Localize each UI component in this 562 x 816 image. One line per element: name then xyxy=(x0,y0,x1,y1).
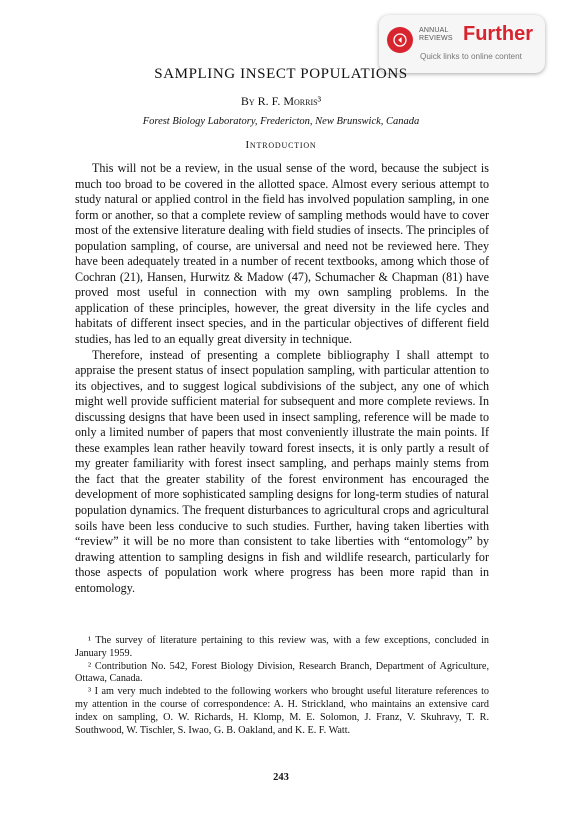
section-heading: Introduction xyxy=(245,139,317,151)
annual-reviews-brand: ANNUAL REVIEWS xyxy=(419,27,453,42)
footnote: ¹ The survey of literature pertaining to this review was, with a few exceptions, concluded in January 1959. xyxy=(75,635,489,659)
page-number: 243 xyxy=(273,772,289,783)
article-title: SAMPLING INSECT POPULATIONS xyxy=(154,66,408,82)
author-affiliation: Forest Biology Laboratory, Fredericton, New Brunswick, Canada xyxy=(142,116,420,127)
body-paragraph: Therefore, instead of presenting a complete bibliography I shall attempt to appraise the present status of insect population sampling, with particular attention to its objectives, and to suggest logical subdivisions of the subject, any one of which might well provide sufficient material for subsequent and more complete reviews. In discussing designs that have been used in insect sampling, reference will be made to only a limited number of papers that most conveniently illustrate the main points. If these examples lean rather heavily toward forest insects, it is only partly a result of my greater familiarity with forest insect sampling, and perhaps mainly stems from the fact that the greater stability of the forest environment has encouraged the development of more sophisticated sampling designs for long-term studies of natural population dynamics. The frequent disturbances to agricultural crops and agricultural soils have been less conducive to such studies. Further, having taken liberties with “review” it will be no more than consistent to take liberties with “entomology” by drawing attention to sampling designs in fish and wildlife research, particularly for those aspects of population work where progress has been more rapid than in entomology. xyxy=(75,347,489,595)
article-author: By R. F. Morris³ xyxy=(240,94,322,108)
body-paragraph: This will not be a review, in the usual sense of the word, because the subject is much too broad to be covered in the allotted space. Almost every serious attempt to study natural or applied control in the field has involved population sampling, in one form or another, so that a complete review of sampling methods would have to cover most of the extensive literature dealing with field studies of insects. The principles of population sampling, of course, are universal and need not be reviewed here. They have been adequately treated in a number of recent textbooks, among which those of Cochran (21), Hansen, Hurwitz & Madow (47), Schumacher & Chapman (81) have proved most useful in connection with my own sampling problems. In the application of these principles, however, the great diversity in the life cycles and habitats of different insect species, and in the particular objectives of different field studies, has led to an equally great diversity in technique. xyxy=(75,161,489,347)
footnote: ² Contribution No. 542, Forest Biology Division, Research Branch, Department of Agriculture, Ottawa, Canada. xyxy=(75,660,489,685)
further-wordmark: Further xyxy=(463,23,533,45)
footnotes xyxy=(75,635,489,737)
footnote: ³ I am very much indebted to the following workers who brought useful literature references to my attention in the course of correspondence: A. H. Strickland, who maintains an extensive card index on sampling, O. W. Richards, H. Klomp, M. E. Solomon, J. Franz, V. Skuhravy, T. R. Southwood, W. Tischler, S. Iwao, G. B. Oakland, and K. E. F. Watt. xyxy=(75,686,489,736)
article-body xyxy=(75,161,489,596)
badge-tagline[interactable]: Quick links to online content xyxy=(420,52,522,61)
play-arrow-icon xyxy=(387,27,413,53)
